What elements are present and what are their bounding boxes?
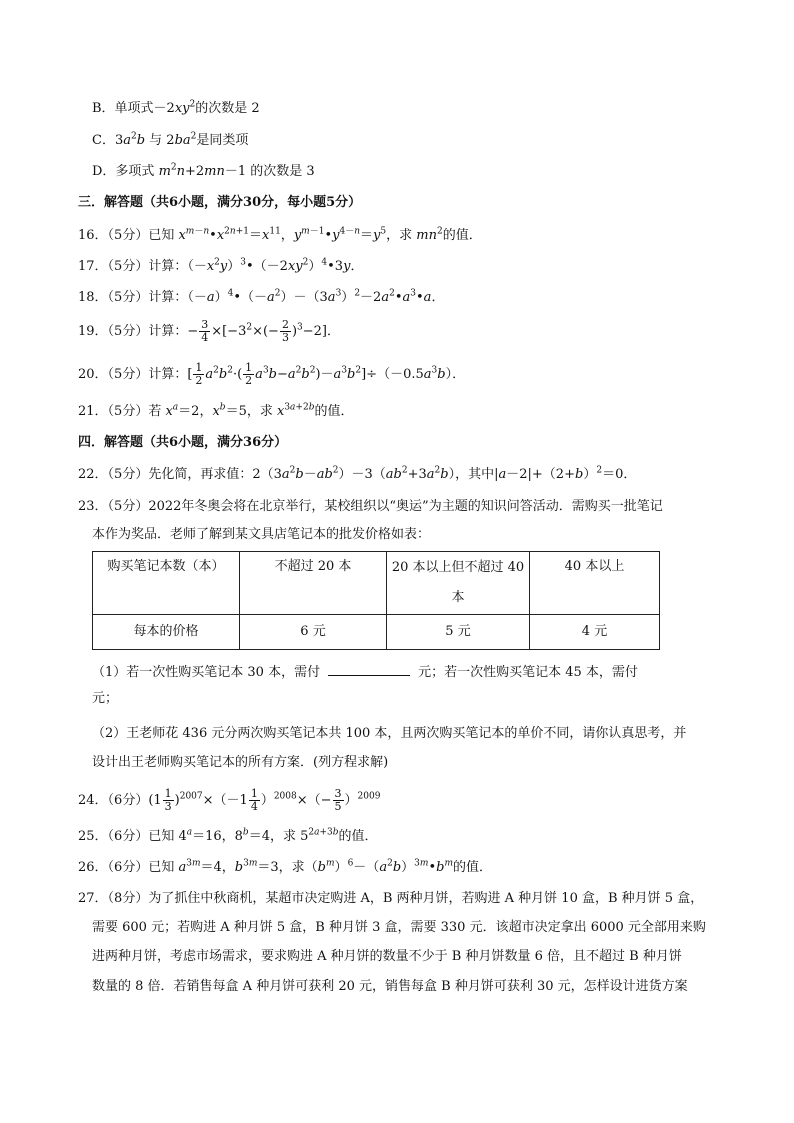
option-b: B．单项式$-2xy^2$的次数是 2 (92, 99, 260, 116)
question-26: 26．（6分）已知 $a^{3m}=4$，$b^{3m}=3$，求$(b^m)^6-(a^2b)^{3m}•b^m$的值． (78, 858, 492, 875)
table-cell: 6 元 (240, 615, 387, 650)
part1-text-a: （1）若一次性购买笔记本 30 本，需付 (92, 665, 321, 680)
question-23-part1 (92, 661, 638, 683)
question-22: 22．（5分）先化简，再求值：$2(3a^2b-ab^2)-3(ab^2+3a^2b)$，其中$|a-2|+(2+b)^2=0$． (78, 465, 637, 482)
part1-text-b: 元；若一次性购买笔记本 45 本，需付 (418, 665, 638, 680)
answer-blank[interactable] (328, 661, 410, 676)
table-cell: 每本的价格 (93, 615, 240, 650)
table-header-cell: 不超过 20 本 (240, 552, 387, 615)
table-cell: 4 元 (530, 615, 660, 650)
table-cell: 5 元 (387, 615, 530, 650)
section-4-title: 四．解答题（共6小题，满分36分） (78, 435, 288, 450)
question-23-part1-end: 元； (92, 691, 119, 706)
question-19: 19．（5分）计算：− $\frac{3}{4}$ $\times[-3^2\times(-$ $\frac{2}{3}$ )$^3$−2]． (78, 318, 341, 344)
question-27-line3: 进两种月饼，考虑市场需求，要求购进 A 种月饼的数量不少于 B 种月饼数量 6 倍，且不超过 B 种月饼 (92, 949, 682, 964)
question-27-line1: 27．（8分）为了抓住中秋商机，某超市决定购进 A，B 两种月饼，若购进 A 种月饼 10 盒，B 种月饼 5 盒， (78, 891, 704, 906)
table-header-cell: 20 本以上但不超过 40 本 (387, 552, 530, 615)
question-25: 25．（6分）已知 $4^a=16$，$8^b=4$，求 $5^{2a+3b}$的值． (78, 827, 378, 844)
question-20: 20．（5分）计算：[ $\frac{1}{2}$ $a^2b^2\cdot$( $\frac{1}{2}$ $a^3b-a^2b^2)-a^3b^2]\div(-0.5a^3b)$． (78, 361, 466, 387)
section-3-title: 三．解答题（共6小题，满分30分，每小题5分） (78, 195, 362, 210)
table-header-cell: 40 本以上 (530, 552, 660, 615)
question-16: 16．（5分）已知 $x^{m-n}•x^{2n+1}=x^{11}$，$y^{m-1}•y^{4-n}=y^5$，求 $mn^2$的值． (78, 226, 482, 243)
question-23-line2: 本作为奖品．老师了解到某文具店笔记本的批发价格如表： (92, 527, 431, 542)
table-row (93, 615, 660, 650)
table-row (93, 552, 660, 615)
option-d: D．多项式 $m^2n+2mn-1$ 的次数是 3 (92, 162, 315, 179)
question-27-line2: 需要 600 元；若购进 A 种月饼 5 盒，B 种月饼 3 盒，需要 330 元．该超市决定拿出 6000 元全部用来购 (92, 920, 706, 935)
price-table (92, 551, 660, 650)
question-27-line4: 数量的 8 倍．若销售每盒 A 种月饼可获利 20 元，销售每盒 B 种月饼可获利 30 元，怎样设计进货方案 (92, 979, 688, 994)
question-21: 21．（5分）若 $x^a=2$，$x^b=5$，求 $x^{3a+2b}$的值． (78, 402, 354, 419)
question-18: 18．（5分）计算：$(-a)^4•(-a^2)-(3a^3)^2-2a^2•a^3•a$． (78, 288, 445, 305)
question-24: 24．（6分）(1 $\frac{1}{3}$ )$^{2007}$×（－1 $\frac{1}{4}$ ）$^{2008}$×（− $\frac{3}{5}$ ）$^{2009}$ (78, 787, 381, 813)
question-23-line1: 23．（5分）2022年冬奥会将在北京举行，某校组织以“奥运”为主题的知识问答活动．需购买一批笔记 (78, 499, 663, 514)
question-23-part2-line1: （2）王老师花 436 元分两次购买笔记本共 100 本，且两次购买笔记本的单价不同，请你认真思考，并 (92, 726, 687, 741)
table-header-cell: 购买笔记本数（本） (93, 552, 240, 615)
question-23-part2-line2: 设计出王老师购买笔记本的所有方案．(列方程求解) (92, 755, 389, 770)
option-c: C．$3a^2b$ 与 $2ba^2$是同类项 (92, 131, 249, 148)
question-17: 17．（5分）计算：$(-x^2y)^3•(-2xy^2)^4•3y$． (78, 257, 364, 274)
